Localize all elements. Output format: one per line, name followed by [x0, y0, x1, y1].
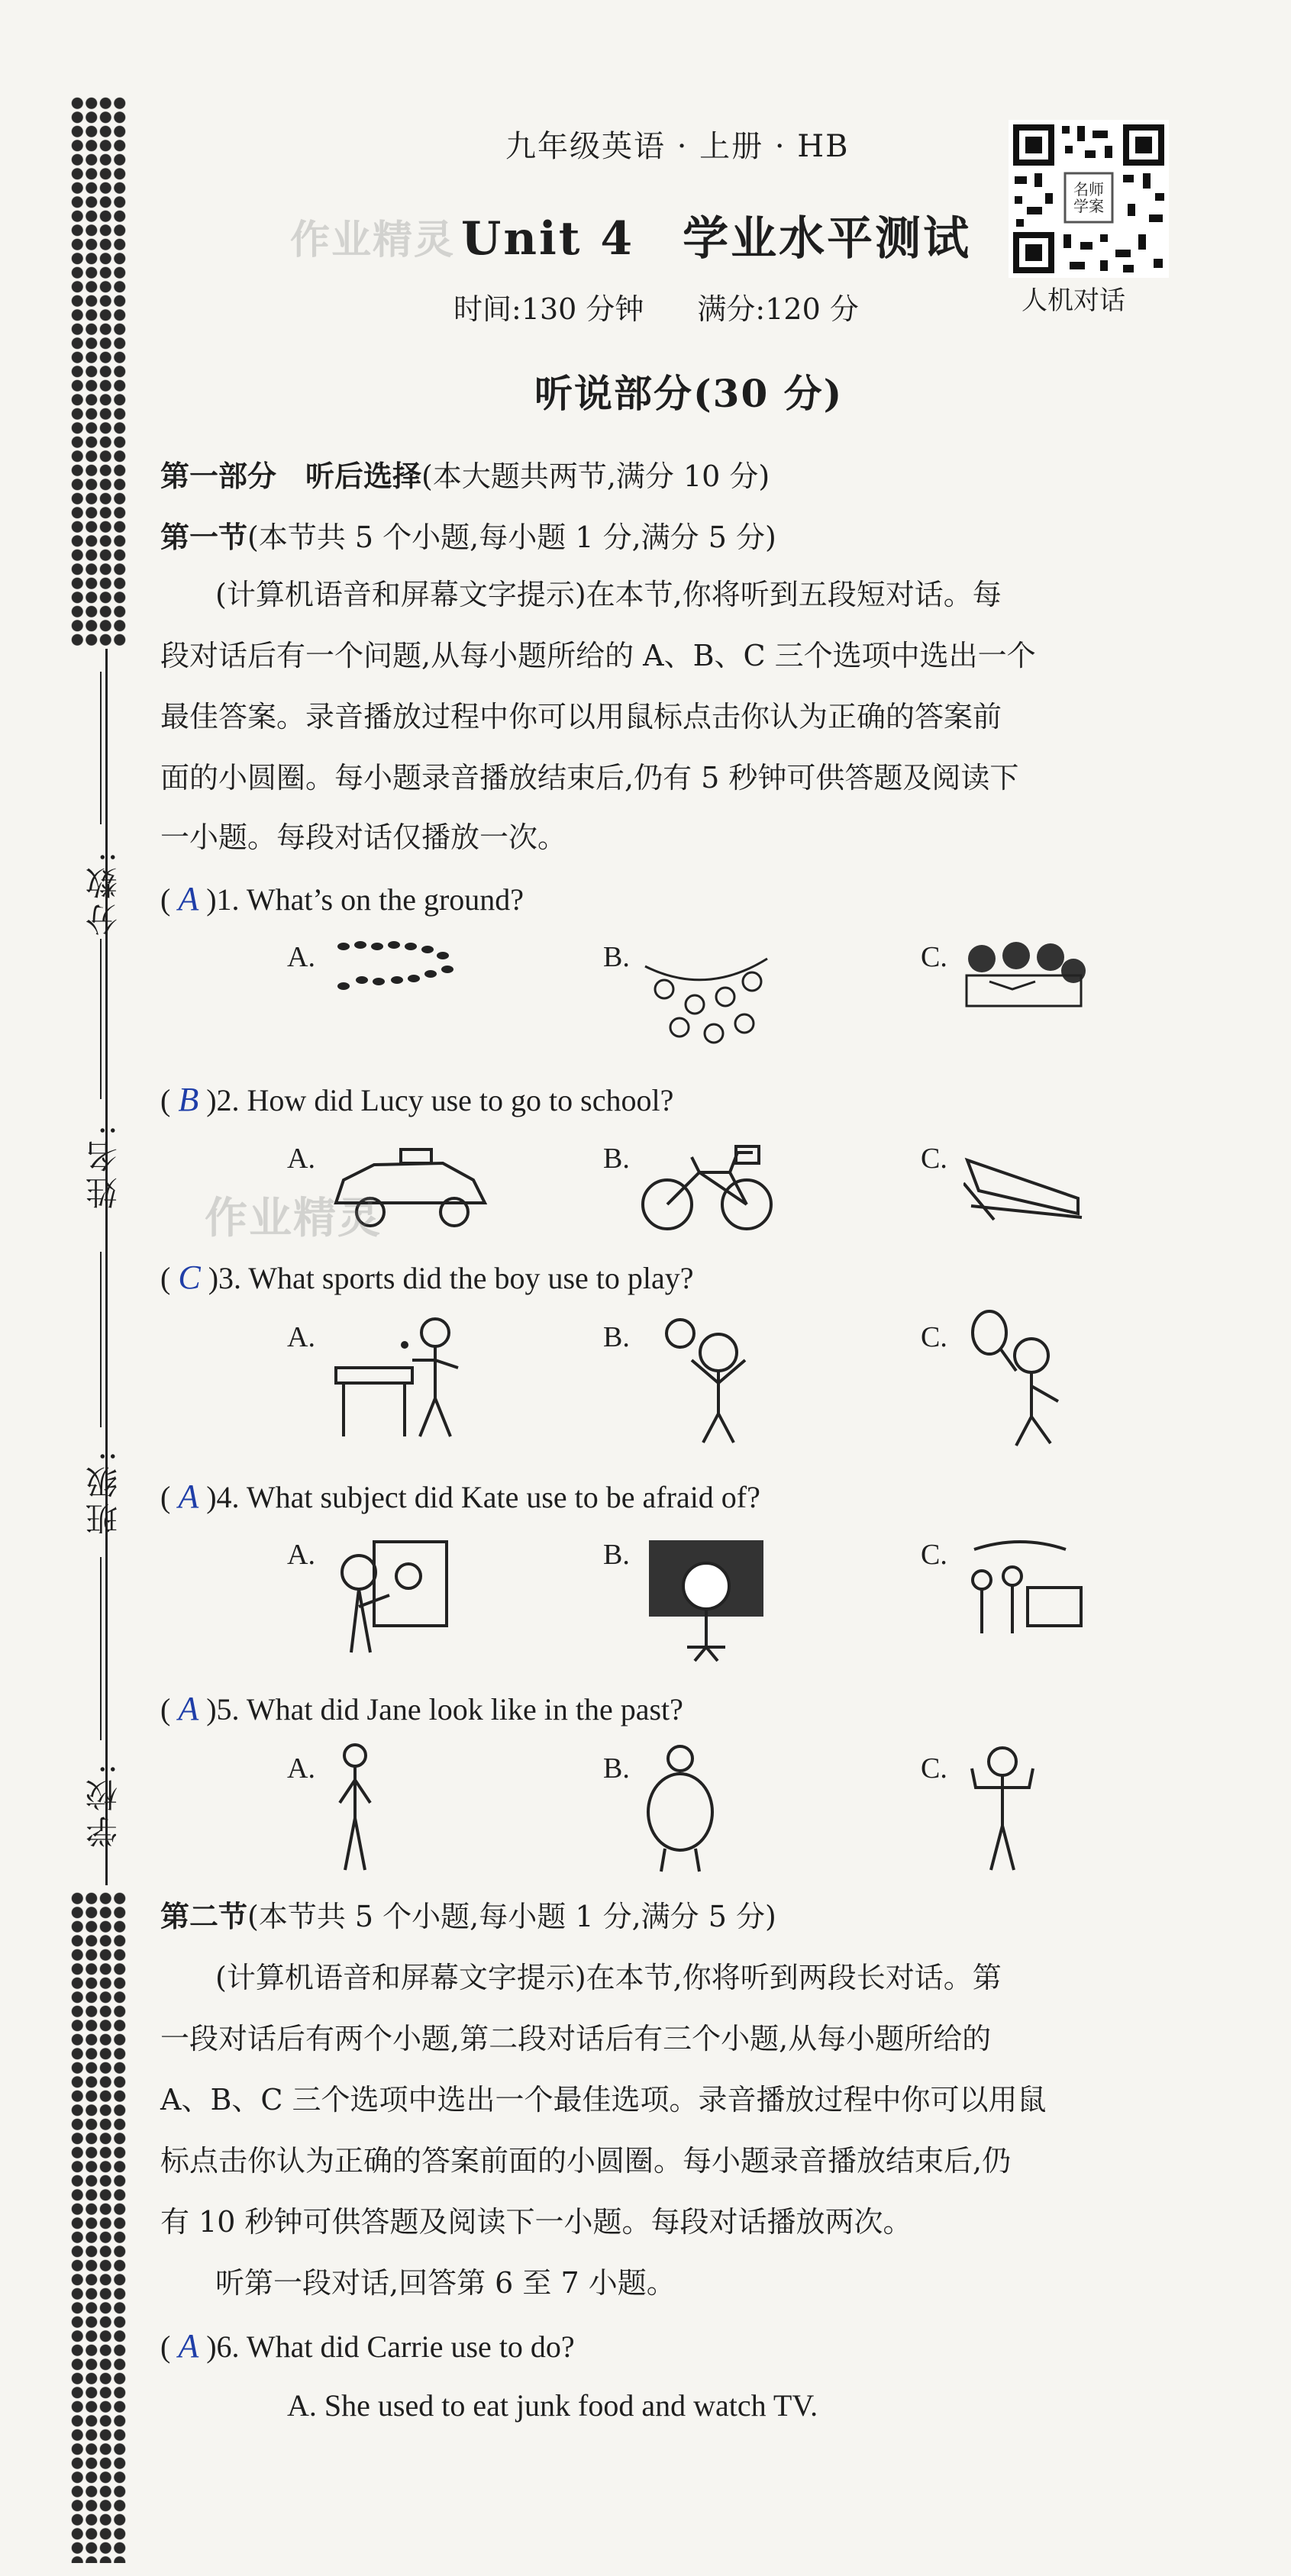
girl-at-blackboard-icon — [641, 1533, 771, 1662]
option-5a-label[interactable]: A. — [287, 1752, 315, 1785]
book-subtitle: 九年级英语 · 上册 · HB — [505, 129, 850, 164]
part1-heading: 第一部分 听后选择(本大题共两节,满分 10 分) — [160, 459, 770, 493]
option-1a-label[interactable]: A. — [287, 941, 315, 973]
boy-flexing-icon — [960, 1742, 1044, 1872]
monkeys-on-rope-icon — [641, 943, 771, 1050]
sec2-instruction-line: A、B、C 三个选项中选出一个最佳选项。录音播放过程中你可以用鼠 — [160, 2083, 1047, 2117]
teacher-at-board-icon — [328, 1534, 450, 1656]
question-4: ( A )4. What subject did Kate use to be afraid of? — [160, 1478, 760, 1515]
section1-heading: 第一节(本节共 5 个小题,每小题 1 分,满分 5 分) — [160, 520, 776, 554]
option-2c-label[interactable]: C. — [921, 1143, 947, 1175]
ping-pong-icon — [328, 1314, 466, 1444]
slim-girl-icon — [328, 1742, 382, 1872]
answer-4[interactable]: A — [178, 1478, 199, 1515]
science-lab-icon — [959, 1534, 1089, 1641]
option-2b-label[interactable]: B. — [603, 1143, 630, 1175]
qr-label: 人机对话 — [1022, 285, 1125, 316]
heavy-girl-icon — [638, 1743, 722, 1873]
option-1b-label[interactable]: B. — [603, 941, 630, 973]
section2-heading: 第二节(本节共 5 个小题,每小题 1 分,满分 5 分) — [160, 1899, 776, 1933]
option-3a-label[interactable]: A. — [287, 1321, 315, 1353]
bicycle-icon — [638, 1134, 776, 1233]
sec2-instruction-line: 有 10 秒钟可供答题及阅读下一小题。每段对话播放两次。 — [160, 2205, 912, 2239]
students-reading-icon — [959, 936, 1089, 1012]
qr-code[interactable] — [1009, 120, 1169, 278]
option-6a[interactable]: A. She used to eat junk food and watch TV. — [287, 2388, 818, 2423]
school-label: 学校: — [85, 1759, 122, 1849]
answer-2[interactable]: B — [178, 1081, 199, 1118]
option-3c-label[interactable]: C. — [921, 1321, 947, 1353]
dialog1-intro: 听第一段对话,回答第 6 至 7 小题。 — [215, 2266, 676, 2300]
option-2a-label[interactable]: A. — [287, 1143, 315, 1175]
option-4c-label[interactable]: C. — [921, 1539, 947, 1571]
question-3: ( C )3. What sports did the boy use to play? — [160, 1259, 694, 1296]
binding-line — [105, 649, 108, 1885]
watermark-middle: 作业精灵 — [205, 1194, 382, 1243]
sec1-instruction-line: 最佳答案。录音播放过程中你可以用鼠标点击你认为正确的答案前 — [160, 700, 1002, 733]
sec1-instruction-line: 一小题。每段对话仅播放一次。 — [160, 821, 567, 854]
score-field[interactable] — [100, 672, 102, 824]
watermark-top: 作业精灵 — [290, 218, 456, 263]
sec2-instruction-line: 标点击你认为正确的答案前面的小圆圈。每小题录音播放结束后,仍 — [160, 2144, 1012, 2178]
sec1-instruction-line: 段对话后有一个问题,从每小题所给的 A、B、C 三个选项中选出一个 — [160, 639, 1036, 672]
option-5b-label[interactable]: B. — [603, 1752, 630, 1785]
question-2: ( B )2. How did Lucy use to go to school? — [160, 1081, 674, 1118]
question-6: ( A )6. What did Carrie use to do? — [160, 2327, 575, 2365]
option-5c-label[interactable]: C. — [921, 1752, 947, 1785]
ducks-icon — [328, 933, 466, 1001]
answer-5[interactable]: A — [178, 1690, 199, 1727]
name-label: 姓名: — [85, 1120, 122, 1210]
page-title: Unit 4 学业水平测试 — [461, 212, 972, 266]
sec2-instruction-line: (计算机语音和屏幕文字提示)在本节,你将听到两段长对话。第 — [215, 1961, 1002, 1994]
exam-meta — [453, 285, 859, 327]
class-label: 班级: — [85, 1446, 122, 1536]
binding-dots-bottom — [70, 1891, 127, 2563]
score-label: 分数: — [85, 847, 122, 937]
school-field[interactable] — [100, 1557, 102, 1740]
option-4a-label[interactable]: A. — [287, 1539, 315, 1571]
option-4b-label[interactable]: B. — [603, 1539, 630, 1571]
option-3b-label[interactable]: B. — [603, 1321, 630, 1353]
tennis-icon — [959, 1310, 1073, 1447]
name-field[interactable] — [100, 939, 102, 1099]
qr-badge: 名师学案 — [1073, 180, 1104, 215]
sec1-instruction-line: 面的小圆圈。每小题录音播放结束后,仍有 5 秒钟可供答题及阅读下 — [160, 761, 1019, 795]
answer-1[interactable]: A — [178, 880, 199, 917]
question-1: ( A )1. What’s on the ground? — [160, 880, 524, 917]
section-title: 听说部分(30 分) — [534, 371, 844, 416]
question-5: ( A )5. What did Jane look like in the past? — [160, 1690, 683, 1727]
exam-score: 满分:120 分 — [697, 292, 859, 326]
sec2-instruction-line: 一段对话后有两个小题,第二段对话后有三个小题,从每小题所给的 — [160, 2022, 992, 2055]
exam-time: 时间:130 分钟 — [453, 292, 644, 326]
option-1c-label[interactable]: C. — [921, 941, 947, 973]
binding-dots-top — [70, 96, 127, 646]
high-speed-train-icon — [963, 1153, 1086, 1221]
class-field[interactable] — [100, 1252, 102, 1427]
volleyball-icon — [661, 1314, 760, 1444]
answer-6[interactable]: A — [178, 2327, 199, 2365]
sec1-instruction-line: (计算机语音和屏幕文字提示)在本节,你将听到五段短对话。每 — [215, 578, 1002, 611]
answer-3[interactable]: C — [178, 1259, 201, 1296]
